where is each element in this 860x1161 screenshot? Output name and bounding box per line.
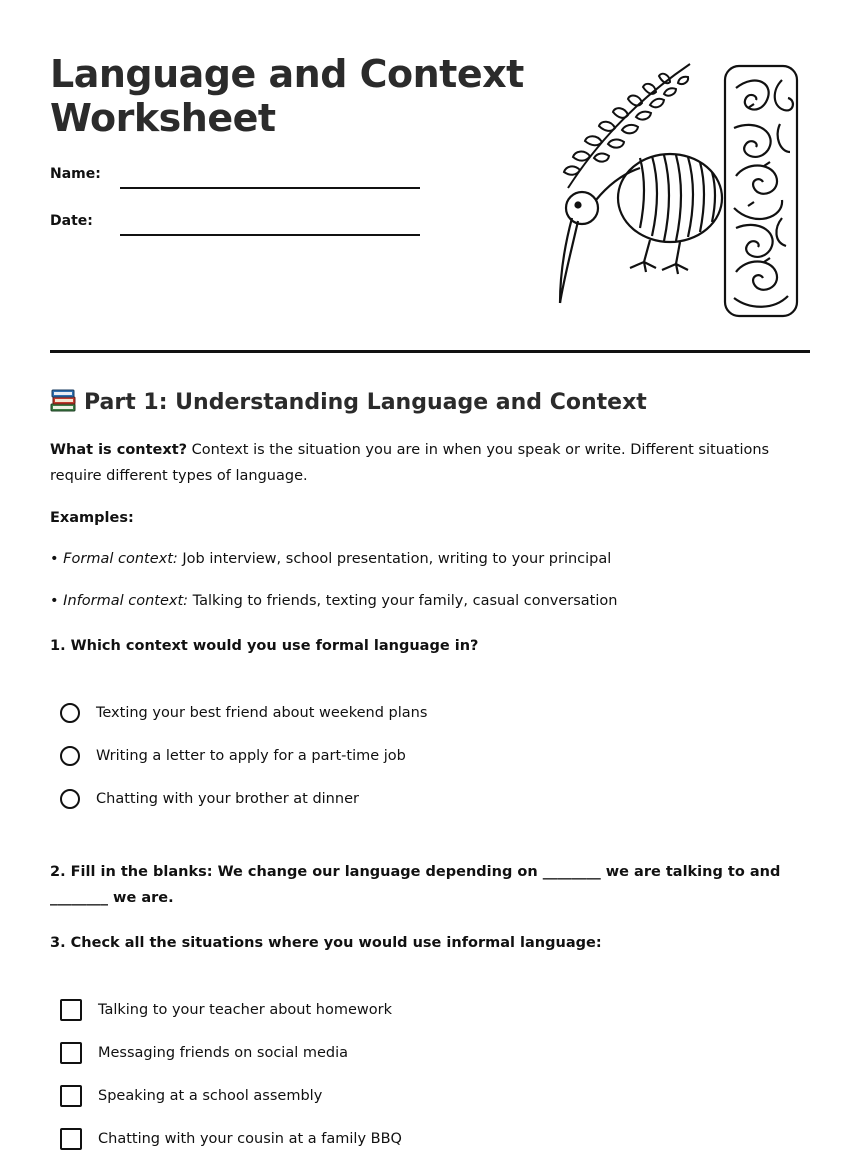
- kiwi-bird-icon: [560, 154, 722, 303]
- q1-option[interactable]: [60, 743, 406, 769]
- part1-heading: [50, 388, 647, 415]
- radio-button[interactable]: [60, 746, 80, 766]
- question-3: 3. Check all the situations where you would use informal language:: [50, 935, 602, 951]
- intro-bold: What is context?: [50, 442, 188, 458]
- q3-option[interactable]: [60, 1083, 322, 1109]
- name-label: Name:: [50, 166, 101, 182]
- q3-option[interactable]: [60, 1040, 348, 1066]
- example-term: Informal context:: [63, 593, 189, 609]
- radio-button[interactable]: [60, 703, 80, 723]
- example-term: Formal context:: [63, 551, 178, 567]
- example-formal: [50, 546, 810, 572]
- q1-option-label: Chatting with your brother at dinner: [96, 791, 359, 807]
- intro-text: Context is the situation you are in when you speak or write. Different situations require different types of language.: [50, 442, 770, 484]
- carved-pou-icon: [725, 66, 797, 316]
- checkbox[interactable]: [60, 1042, 82, 1064]
- part1-title: Part 1: Understanding Language and Context: [84, 390, 647, 415]
- header-divider: [50, 350, 810, 353]
- q1-option-label: Writing a letter to apply for a part-time job: [96, 748, 406, 764]
- radio-button[interactable]: [60, 789, 80, 809]
- q3-option-label: Messaging friends on social media: [98, 1045, 349, 1061]
- date-field[interactable]: [120, 234, 420, 236]
- question-1: 1. Which context would you use formal language in?: [50, 638, 479, 654]
- example-informal: [50, 588, 810, 614]
- checkbox[interactable]: [60, 1085, 82, 1107]
- books-icon: [50, 388, 76, 412]
- title-line-2: Worksheet: [50, 96, 276, 140]
- q3-option-label: Speaking at a school assembly: [98, 1088, 323, 1104]
- name-field[interactable]: [120, 187, 420, 189]
- q3-option[interactable]: [60, 997, 392, 1023]
- question-2: 2. Fill in the blanks: We change our language depending on ________ we are talking to and ________ we are.: [50, 864, 781, 906]
- q1-option[interactable]: [60, 700, 427, 726]
- page-title: [50, 52, 530, 140]
- example-text: Job interview, school presentation, writing to your principal: [177, 551, 612, 567]
- q3-option[interactable]: [60, 1126, 402, 1152]
- checkbox[interactable]: [60, 999, 82, 1021]
- q1-option-label: Texting your best friend about weekend plans: [96, 705, 428, 721]
- date-label: Date:: [50, 213, 93, 229]
- examples-label: Examples:: [50, 510, 134, 526]
- example-text: Talking to friends, texting your family, casual conversation: [188, 593, 618, 609]
- q3-option-label: Chatting with your cousin at a family BBQ: [98, 1131, 402, 1147]
- example-bullet: •: [50, 551, 64, 567]
- fern-icon: [564, 64, 690, 188]
- maori-illustration: [550, 58, 810, 323]
- q1-option[interactable]: [60, 786, 359, 812]
- title-line-1: Language and Context: [50, 52, 524, 96]
- q3-option-label: Talking to your teacher about homework: [98, 1002, 392, 1018]
- intro-paragraph: [50, 437, 810, 489]
- checkbox[interactable]: [60, 1128, 82, 1150]
- example-bullet: •: [50, 593, 64, 609]
